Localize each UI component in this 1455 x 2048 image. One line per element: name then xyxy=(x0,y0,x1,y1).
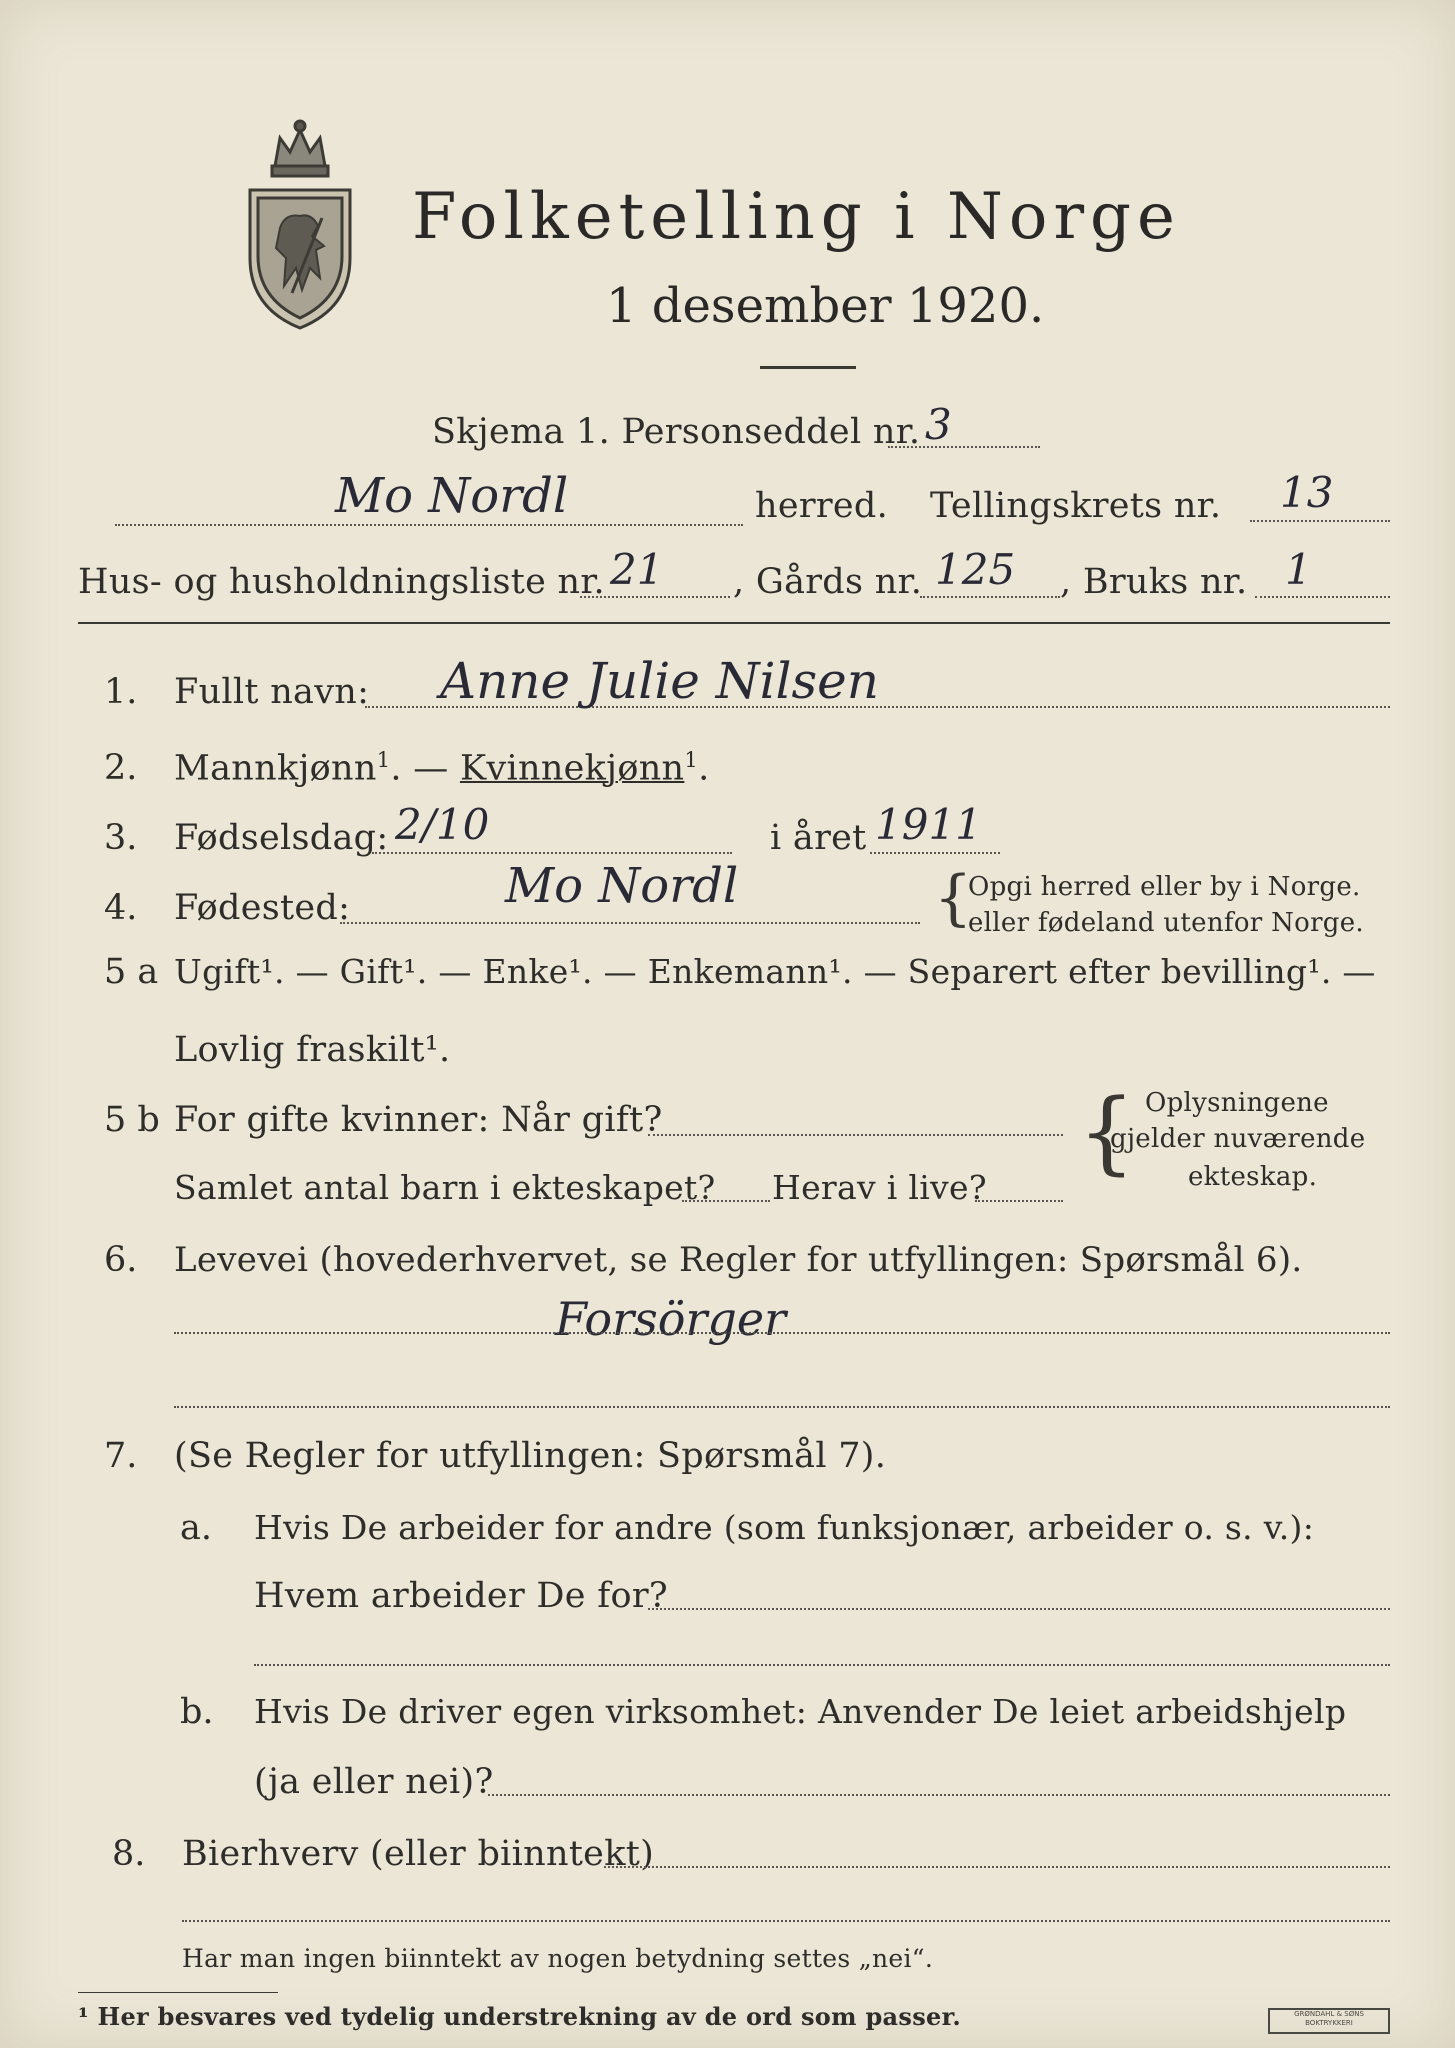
tellingskrets-label: Tellingskrets nr. xyxy=(930,486,1222,526)
title-divider xyxy=(760,366,856,369)
q5b-note-line3: ekteskap. xyxy=(1188,1162,1318,1192)
q6-line1 xyxy=(174,1332,1390,1334)
q2-male-option[interactable]: Mannkjønn xyxy=(174,748,377,789)
q5a-number: 5 a xyxy=(104,952,159,992)
q8-number: 8. xyxy=(112,1834,146,1874)
q5b-label: For gifte kvinner: Når gift? xyxy=(174,1100,663,1140)
q2-female-option-selected[interactable]: Kvinnekjønn xyxy=(459,748,685,789)
q2-number: 2. xyxy=(104,748,138,788)
herred-label: herred. xyxy=(755,486,889,526)
personseddel-nr-value[interactable]: 3 xyxy=(925,400,952,449)
q5b-note-line1: Oplysningene xyxy=(1145,1088,1329,1118)
q3-birthdate-value[interactable]: 2/10 xyxy=(395,800,490,849)
q8-line xyxy=(604,1866,1390,1868)
header-separator xyxy=(78,622,1390,624)
gards-label: , Gårds nr. xyxy=(733,562,923,602)
q3-year-label: i året xyxy=(770,818,867,858)
hus-label: Hus- og husholdningsliste nr. xyxy=(78,562,605,602)
q7a-employer-label: Hvem arbeider De for? xyxy=(254,1576,668,1616)
q5b-alive-label: Herav i live? xyxy=(772,1168,987,1207)
hus-line xyxy=(580,596,730,598)
herred-value[interactable]: Mo Nordl xyxy=(335,468,569,524)
q5b-alive-line xyxy=(975,1200,1063,1202)
q5b-married-line xyxy=(648,1134,1063,1136)
q7-label: (Se Regler for utfyllingen: Spørsmål 7). xyxy=(174,1436,887,1476)
form-title: Folketelling i Norge xyxy=(412,180,1181,254)
q1-full-name-value[interactable]: Anne Julie Nilsen xyxy=(440,652,879,710)
q2-options: Mannkjønn$^1$. — Kvinnekjønn$^1$. xyxy=(174,748,710,789)
q4-brace: { xyxy=(934,863,973,933)
q4-label: Fødested: xyxy=(174,888,351,928)
q5b-brace: { xyxy=(1078,1080,1136,1185)
gards-line xyxy=(920,596,1060,598)
footnote-divider xyxy=(78,1992,278,1993)
q4-number: 4. xyxy=(104,888,138,928)
q4-birthplace-value[interactable]: Mo Nordl xyxy=(505,858,739,914)
personseddel-line xyxy=(888,446,1040,448)
q1-number: 1. xyxy=(104,672,138,712)
q2-separator: . — xyxy=(390,748,449,789)
coat-of-arms-icon xyxy=(240,118,360,333)
q1-label: Fullt navn: xyxy=(174,672,370,712)
q5a-options-cont[interactable]: Lovlig fraskilt¹. xyxy=(174,1030,451,1070)
q7a-employer-line xyxy=(648,1608,1390,1610)
q2-end: . xyxy=(698,748,710,789)
q8-label: Bierhverv (eller biinntekt) xyxy=(182,1834,655,1874)
bruks-label: , Bruks nr. xyxy=(1060,562,1248,602)
footnote: ¹ Her besvares ved tydelig understrekning av de ord som passer. xyxy=(78,2002,961,2031)
printer-stamp-line2: BOKTRYKKERI xyxy=(1305,2019,1353,2027)
footer-note: Har man ingen biinntekt av nogen betydning settes „nei“. xyxy=(182,1944,934,1973)
q5b-note-line2: gjelder nuværende xyxy=(1110,1124,1366,1154)
q3-year-line xyxy=(870,852,1000,854)
q7b-line xyxy=(488,1794,1390,1796)
q4-line xyxy=(340,922,920,924)
herred-line xyxy=(115,524,743,526)
q7a-number: a. xyxy=(180,1508,212,1548)
q7b-number: b. xyxy=(180,1692,214,1732)
bruks-line xyxy=(1255,596,1390,598)
q6-label: Levevei (hovederhvervet, se Regler for utfyllingen: Spørsmål 6). xyxy=(174,1240,1303,1280)
q4-note-line1: Opgi herred eller by i Norge. xyxy=(968,872,1361,902)
q8-line2 xyxy=(182,1920,1390,1922)
schema-label: Skjema 1. Personseddel nr. xyxy=(432,412,921,452)
q6-number: 6. xyxy=(104,1240,138,1280)
form-date: 1 desember 1920. xyxy=(606,278,1045,334)
hus-nr-value[interactable]: 21 xyxy=(610,545,664,594)
q5a-options[interactable]: Ugift¹. — Gift¹. — Enke¹. — Enkemann¹. — Separert efter bevilling¹. — xyxy=(174,952,1376,991)
q7b-label: Hvis De driver egen virksomhet: Anvender De leiet arbeidshjelp xyxy=(254,1692,1347,1731)
q3-number: 3. xyxy=(104,818,138,858)
q5b-children-line xyxy=(682,1200,770,1202)
tellingskrets-nr-value[interactable]: 13 xyxy=(1280,468,1334,517)
q3-year-value[interactable]: 1911 xyxy=(875,800,982,849)
q3-birthdate-line xyxy=(372,852,732,854)
q7b-label-cont: (ja eller nei)? xyxy=(254,1762,494,1802)
gards-nr-value[interactable]: 125 xyxy=(935,545,1016,594)
q5b-number: 5 b xyxy=(104,1100,160,1140)
q5b-children-label: Samlet antal barn i ekteskapet? xyxy=(174,1168,716,1207)
q6-occupation-value[interactable]: Forsörger xyxy=(555,1292,787,1346)
q7a-line2 xyxy=(254,1664,1390,1666)
q3-label: Fødselsdag: xyxy=(174,818,389,858)
q7-number: 7. xyxy=(104,1436,138,1476)
tellingskrets-line xyxy=(1250,520,1390,522)
bruks-nr-value[interactable]: 1 xyxy=(1285,545,1312,594)
printer-stamp xyxy=(1268,2008,1390,2034)
q4-note-line2: eller fødeland utenfor Norge. xyxy=(968,908,1364,938)
q7a-label: Hvis De arbeider for andre (som funksjonær, arbeider o. s. v.): xyxy=(254,1508,1315,1547)
printer-stamp-line1: GRØNDAHL & SØNS xyxy=(1294,2010,1364,2018)
q6-line2 xyxy=(174,1406,1390,1408)
